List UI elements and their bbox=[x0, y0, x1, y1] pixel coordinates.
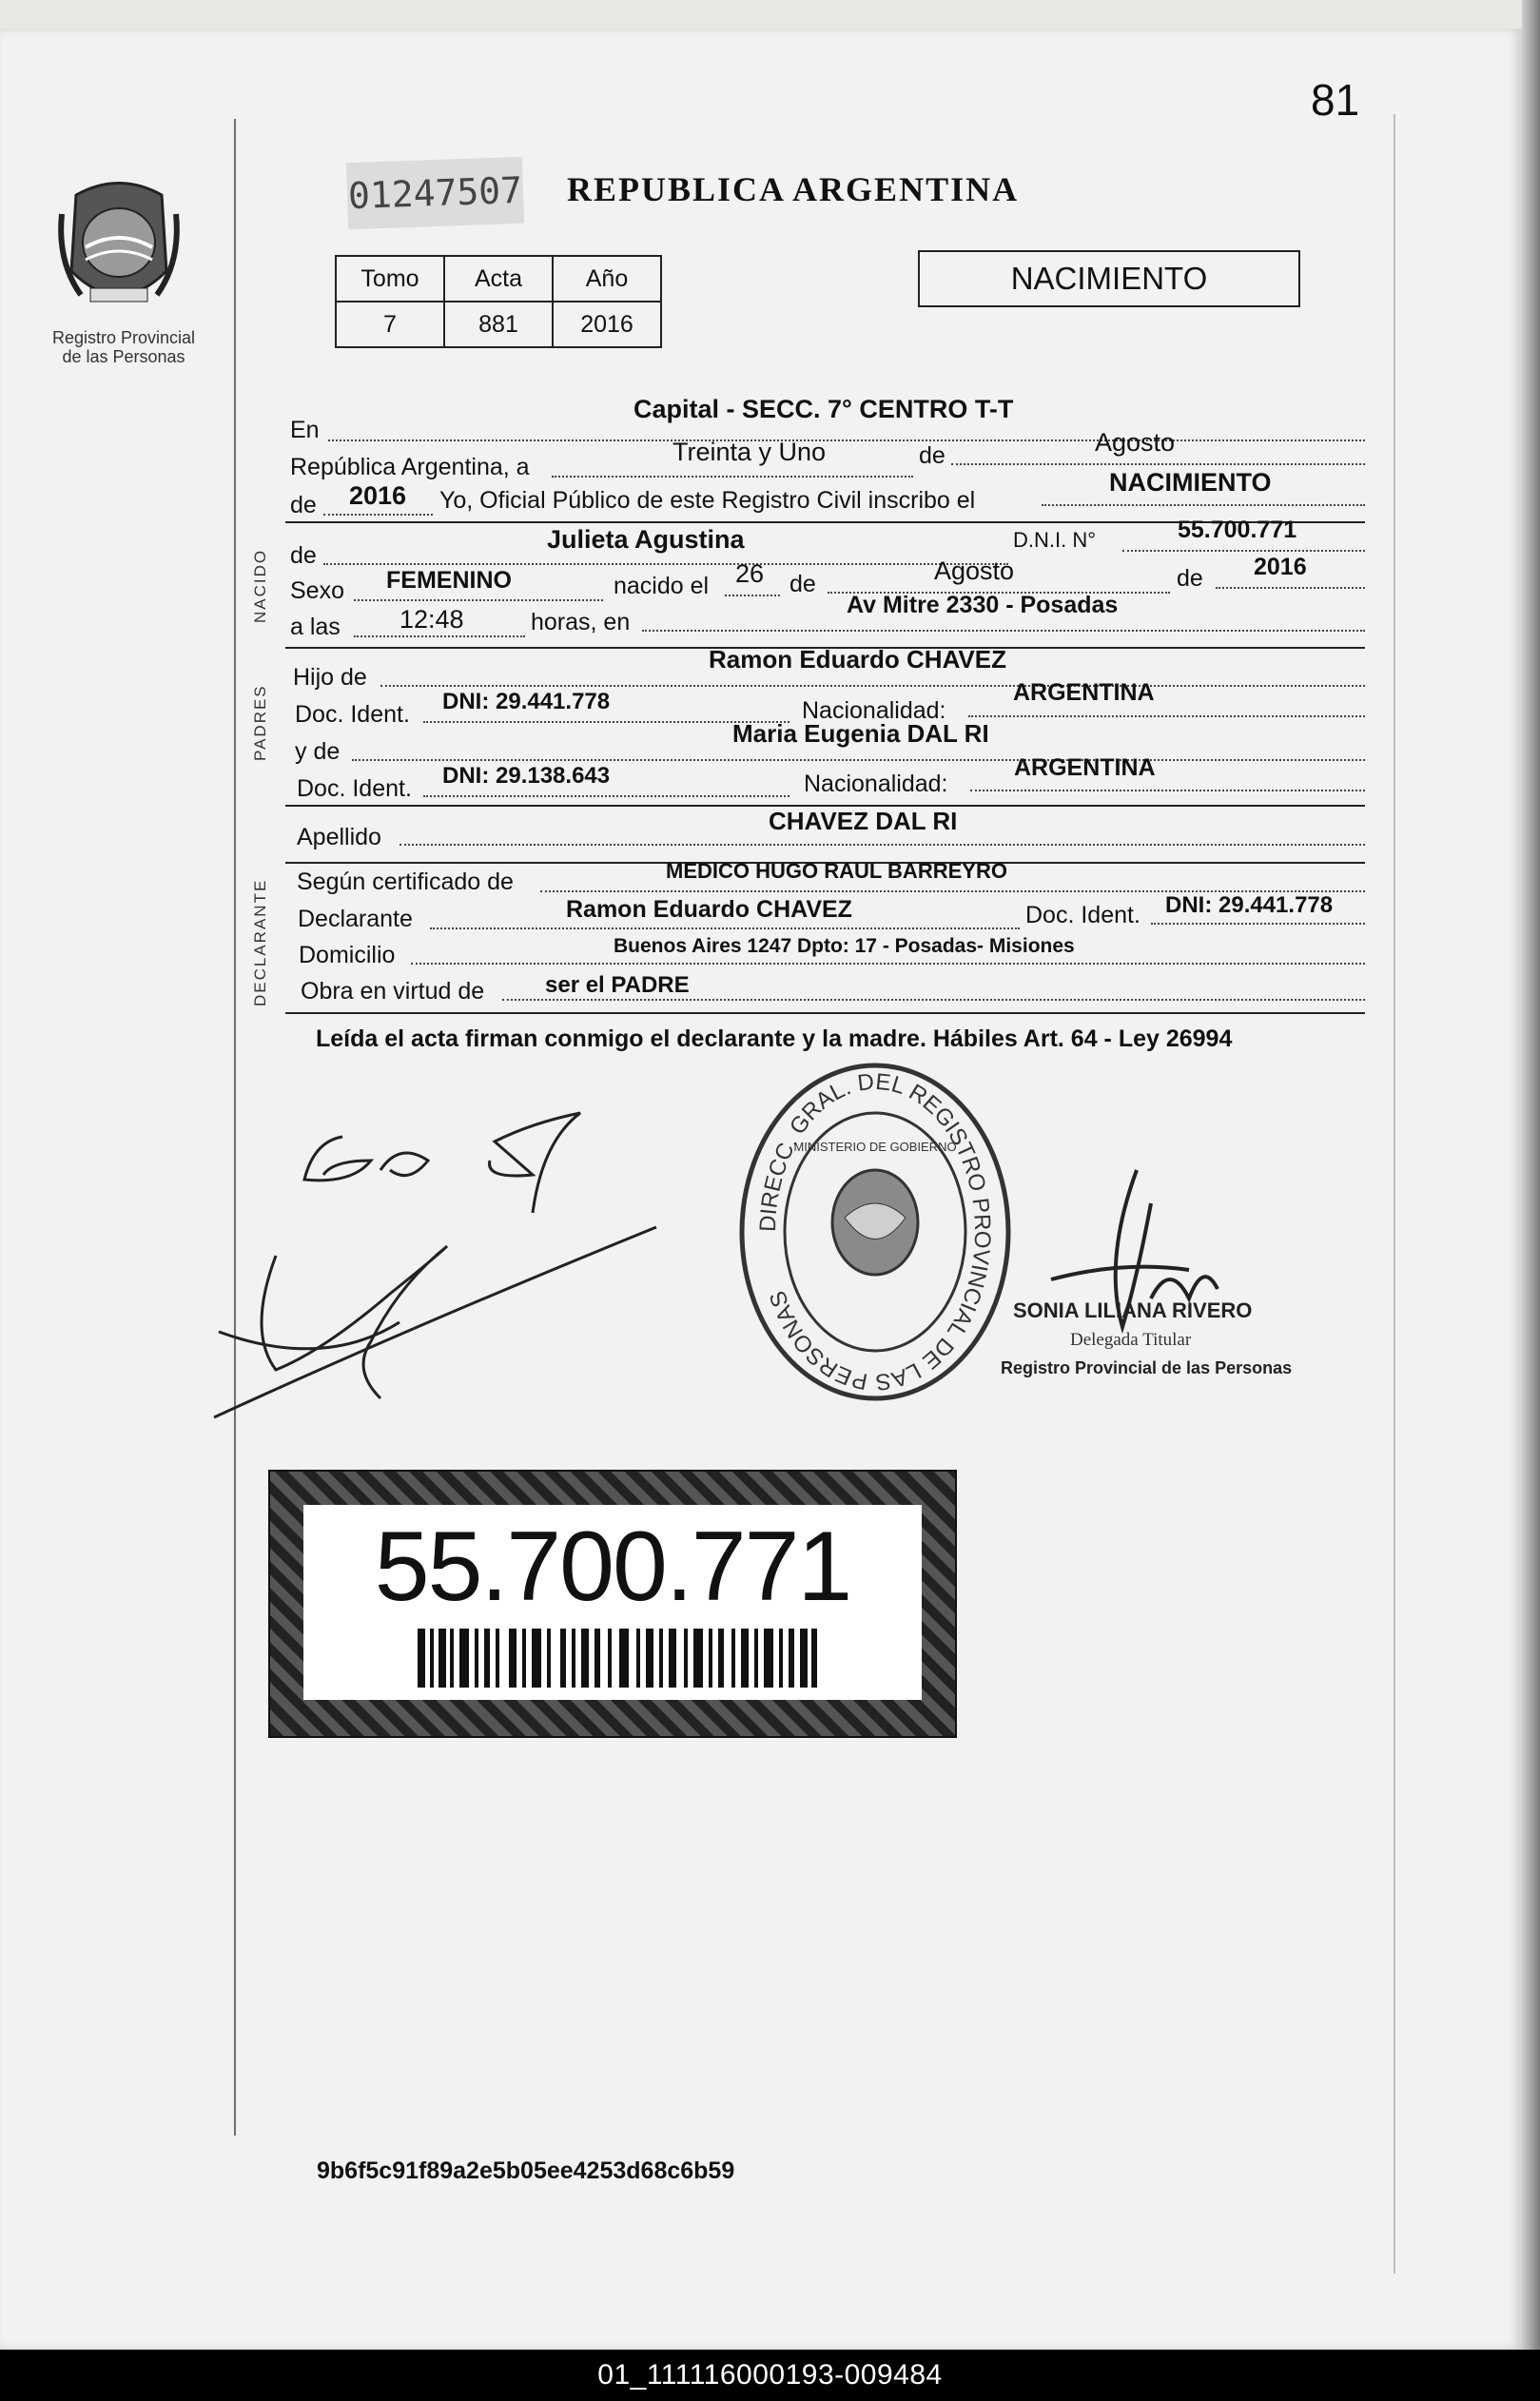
official-organization: Registro Provincial de las Personas bbox=[1001, 1358, 1293, 1377]
stamp-outer-text-path: DIRECC. GRAL. DEL REGISTRO PROVINCIAL DE LAS PERSONAS bbox=[754, 1068, 996, 1396]
declarante-section-label: DECLARANTE bbox=[251, 878, 269, 1006]
declarante-doc: DNI: 29.441.778 bbox=[1165, 892, 1334, 918]
dotted-line bbox=[323, 514, 433, 516]
apellido-label: Apellido bbox=[297, 824, 381, 850]
document-hash: 9b6f5c91f89a2e5b05ee4253d68c6b59 bbox=[317, 2157, 735, 2184]
official-signature bbox=[1046, 1165, 1237, 1356]
father-name: Ramon Eduardo CHAVEZ bbox=[709, 645, 1006, 673]
y-de-label: y de bbox=[295, 738, 341, 765]
dotted-line bbox=[951, 463, 1365, 465]
dotted-line bbox=[430, 927, 1020, 929]
dotted-line bbox=[1042, 504, 1365, 506]
dotted-line bbox=[502, 999, 1365, 1001]
sexo-label: Sexo bbox=[290, 577, 344, 604]
mother-nationality: ARGENTINA bbox=[1014, 754, 1156, 781]
footer-id-bar: 01_111116000193-009484 bbox=[0, 2350, 1540, 2401]
nacido-de-label: de bbox=[290, 542, 317, 569]
record-table bbox=[335, 255, 662, 348]
obra-value: ser el PADRE bbox=[545, 972, 690, 998]
record-table-value-row bbox=[336, 302, 661, 347]
day-value: Treinta y Uno bbox=[673, 438, 827, 466]
domicilio-value: Buenos Aires 1247 Dpto: 17 - Posadas- Misiones bbox=[614, 935, 1075, 957]
dni-sticker-number: 55.700.771 bbox=[374, 1512, 851, 1622]
birth-de-label-2: de bbox=[1177, 565, 1203, 592]
country-title: REPUBLICA ARGENTINA bbox=[567, 170, 1020, 208]
dotted-line bbox=[354, 635, 525, 637]
dotted-line bbox=[552, 476, 913, 478]
sexo-value: FEMENINO bbox=[386, 567, 512, 594]
registry-caption bbox=[38, 328, 209, 366]
birth-day: 26 bbox=[735, 559, 765, 588]
de-label: de bbox=[919, 442, 945, 469]
apellido-value: CHAVEZ DAL RI bbox=[769, 807, 958, 835]
birth-time: 12:48 bbox=[400, 605, 464, 634]
dotted-line bbox=[328, 439, 1365, 441]
dotted-line bbox=[323, 563, 1008, 565]
hijo-de-label: Hijo de bbox=[293, 664, 367, 691]
inscribo-value: NACIMIENTO bbox=[1109, 468, 1272, 497]
dotted-line bbox=[1122, 550, 1365, 552]
republica-label: República Argentina, a bbox=[290, 454, 530, 480]
dni-sticker bbox=[268, 1470, 957, 1738]
a-las-label: a las bbox=[290, 614, 341, 640]
right-margin-line bbox=[1394, 114, 1395, 2274]
mother-signature bbox=[209, 1218, 666, 1427]
mother-name: Maria Eugenia DAL RI bbox=[732, 719, 989, 748]
en-value: Capital - SECC. 7° CENTRO T-T bbox=[634, 395, 1014, 423]
dotted-line bbox=[970, 790, 1365, 791]
padres-section-label: PADRES bbox=[251, 684, 269, 761]
certificado-label: Según certificado de bbox=[297, 869, 514, 895]
stamp-seal-icon bbox=[742, 1065, 1008, 1398]
page-edge-shadow bbox=[1522, 0, 1540, 2350]
certificado-value: MEDICO HUGO RAUL BARREYRO bbox=[666, 859, 1007, 883]
signature-icon bbox=[214, 1227, 656, 1417]
nacido-section-label: NACIDO bbox=[251, 548, 269, 623]
en-label: En bbox=[290, 417, 320, 443]
birth-de-label: de bbox=[789, 571, 816, 597]
child-name: Julieta Agustina bbox=[547, 525, 745, 554]
section-divider bbox=[285, 1012, 1365, 1014]
mother-doc-label: Doc. Ident. bbox=[297, 775, 412, 802]
closing-statement: Leída el acta firman conmigo el declarante y la madre. Hábiles Art. 64 - Ley 26994 bbox=[316, 1025, 1233, 1052]
dotted-line bbox=[1216, 587, 1365, 589]
official-name: SONIA LILIANA RIVERO bbox=[1013, 1298, 1253, 1322]
declarante-label: Declarante bbox=[298, 906, 413, 932]
dotted-line bbox=[642, 630, 1365, 632]
horas-label: horas, en bbox=[531, 609, 631, 635]
father-doc: DNI: 29.441.778 bbox=[442, 689, 611, 714]
record-table-cell: 7 bbox=[336, 302, 444, 347]
serial-number: 01247507 bbox=[346, 157, 524, 229]
dotted-line bbox=[423, 795, 789, 797]
dni-sticker-label bbox=[303, 1505, 922, 1700]
dni-label: D.N.I. N° bbox=[1013, 528, 1097, 552]
page-number: 81 bbox=[1311, 75, 1360, 125]
dotted-line bbox=[352, 759, 1365, 761]
registry-stamp bbox=[732, 1056, 1018, 1403]
dotted-line bbox=[968, 715, 1365, 717]
record-table-cell: 2016 bbox=[553, 302, 661, 347]
stamp-inner-text: MINISTERIO DE GOBIERNO bbox=[793, 1140, 957, 1154]
father-doc-label: Doc. Ident. bbox=[295, 701, 410, 728]
left-margin-line bbox=[234, 119, 236, 2136]
year-prefix-label: de bbox=[290, 492, 317, 518]
dotted-line bbox=[354, 599, 603, 601]
domicilio-label: Domicilio bbox=[299, 942, 396, 968]
birth-place: Av Mitre 2330 - Posadas bbox=[847, 592, 1119, 618]
coat-of-arms-icon bbox=[61, 184, 177, 303]
dotted-line bbox=[411, 963, 1365, 965]
child-dni: 55.700.771 bbox=[1178, 517, 1297, 543]
dotted-line bbox=[380, 685, 1365, 687]
mother-nat-label: Nacionalidad: bbox=[804, 771, 948, 797]
province-coat-of-arms bbox=[57, 176, 181, 319]
signature-icon bbox=[304, 1113, 580, 1213]
mother-doc: DNI: 29.138.643 bbox=[442, 763, 611, 789]
nacido-el-label: nacido el bbox=[614, 573, 710, 599]
record-table-header: Tomo bbox=[336, 256, 444, 302]
official-role: Delegada Titular bbox=[1070, 1330, 1192, 1350]
barcode-icon bbox=[418, 1629, 817, 1688]
officer-text: Yo, Oficial Público de este Registro Civil inscribo el bbox=[439, 487, 976, 514]
record-table-header: Acta bbox=[444, 256, 553, 302]
record-table-header-row bbox=[336, 256, 661, 302]
registry-caption-line1: Registro Provincial bbox=[51, 328, 196, 347]
registry-caption-line2: de las Personas bbox=[62, 347, 185, 366]
record-type-box: NACIMIENTO bbox=[918, 250, 1300, 307]
declarant-signature bbox=[295, 1103, 599, 1218]
birth-year: 2016 bbox=[1254, 554, 1307, 580]
dotted-line bbox=[725, 595, 780, 596]
father-nat-label: Nacionalidad: bbox=[802, 697, 946, 724]
previous-page-edge bbox=[0, 0, 1540, 30]
record-table-header: Año bbox=[553, 256, 661, 302]
declarante-doc-label: Doc. Ident. bbox=[1025, 902, 1140, 928]
father-nationality: ARGENTINA bbox=[1013, 679, 1155, 706]
record-table-cell: 881 bbox=[444, 302, 553, 347]
month-value: Agosto bbox=[1095, 428, 1176, 457]
birth-month: Agosto bbox=[934, 556, 1015, 585]
year-value: 2016 bbox=[349, 481, 407, 510]
obra-label: Obra en virtud de bbox=[301, 978, 485, 1005]
declarante-value: Ramon Eduardo CHAVEZ bbox=[566, 896, 852, 923]
dotted-line bbox=[1151, 923, 1365, 925]
dotted-line bbox=[400, 844, 1365, 846]
